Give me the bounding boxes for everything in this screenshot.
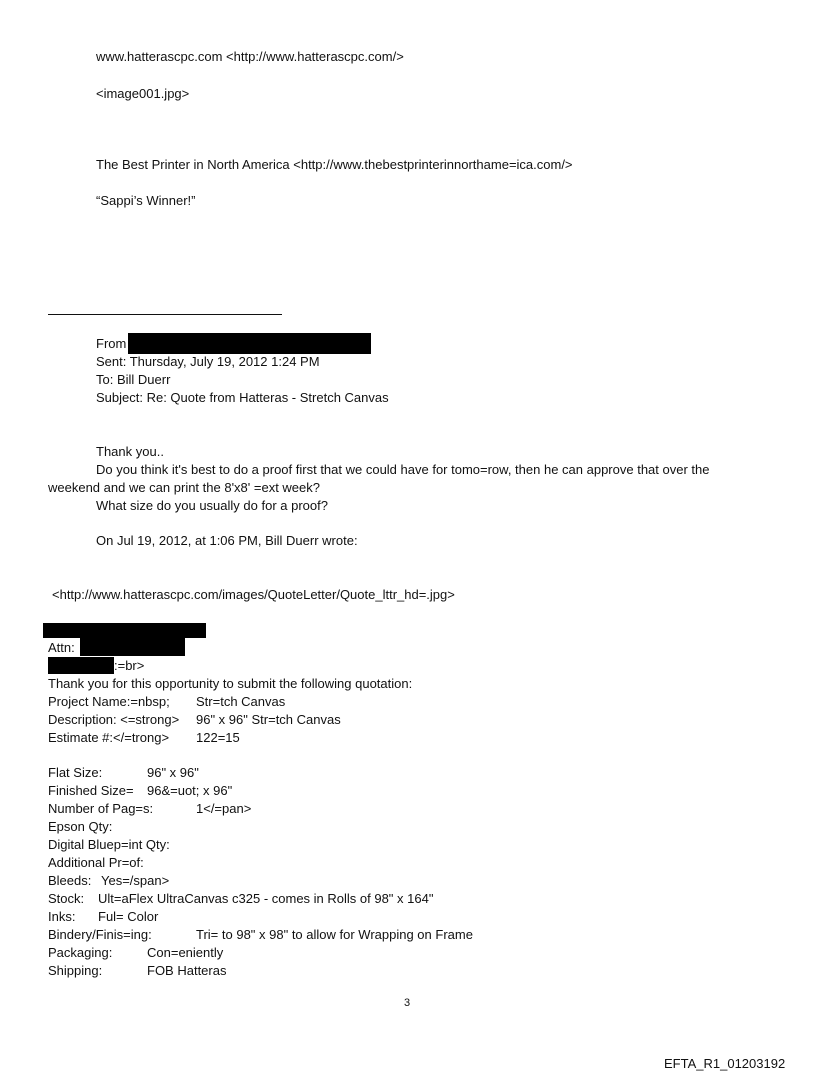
quote-thanks: Thank you for this opportunity to submit the following quotation: [48,676,413,691]
spec-label: Shipping: [48,963,103,978]
spec-label: Digital Bluep=int Qty: [48,837,170,852]
spec-value: FOB Hatteras [147,963,227,978]
quote-intro: On Jul 19, 2012, at 1:06 PM, Bill Duerr wrote: [96,533,358,548]
spec-label: Inks: [48,909,76,924]
attn-label: Attn: [48,640,75,655]
spec-value: Tri= to 98" x 98" to allow for Wrapping on Frame [196,927,473,942]
spec-label: Bindery/Finis=ing: [48,927,152,942]
spec-value: 1</=pan> [196,801,252,816]
signature-website: www.hatterascpc.com <http://www.hatterascpc.com/> [96,49,404,64]
spec-value: Yes=/span> [101,873,170,888]
from-label: From [96,336,127,351]
spec-value: 96" x 96" [147,765,199,780]
redaction-box [43,623,206,638]
spec-label: Additional Pr=of: [48,855,144,870]
subject-line: Subject: Re: Quote from Hatteras - Stretch Canvas [96,390,389,405]
message-line-3: weekend and we can print the 8'x8' =ext week? [48,480,320,495]
redaction-box [48,657,114,674]
to-line: To: Bill Duerr [96,372,171,387]
quote-row-label: Project Name:=nbsp; [48,694,170,709]
spec-value: Ful= Color [98,909,159,924]
spec-label: Packaging: [48,945,113,960]
quote-image-link: <http://www.hatterascpc.com/images/QuoteLetter/Quote_lttr_hd=.jpg> [52,587,455,602]
spec-label: Stock: [48,891,85,906]
spec-label: Finished Size= [48,783,134,798]
spec-value: Ult=aFlex UltraCanvas c325 - comes in Rolls of 98" x 164" [98,891,434,906]
br-fragment: :=br> [114,658,145,673]
quote-row-label: Description: <=strong> [48,712,180,727]
message-line-2: Do you think it's best to do a proof first that we could have for tomo=row, then he can approve that over the [96,462,710,477]
redaction-box [80,638,185,656]
spec-value: 96&=uot; x 96" [147,783,233,798]
spec-label: Epson Qty: [48,819,113,834]
signature-award: “Sappi’s Winner!” [96,193,196,208]
quote-row-value: 122=15 [196,730,240,745]
quote-row-value: 96" x 96" Str=tch Canvas [196,712,341,727]
sent-line: Sent: Thursday, July 19, 2012 1:24 PM [96,354,320,369]
redaction-box [128,333,371,354]
message-line-4: What size do you usually do for a proof? [96,498,328,513]
signature-image: <image001.jpg> [96,86,190,101]
page-number: 3 [404,997,411,1009]
signature-tagline: The Best Printer in North America <http://www.thebestprinterinnorthame=ica.com/> [96,157,573,172]
spec-label: Flat Size: [48,765,103,780]
message-line-1: Thank you.. [96,444,164,459]
spec-value: Con=eniently [147,945,224,960]
document-id: EFTA_R1_01203192 [664,1056,786,1071]
quote-row-label: Estimate #:</=trong> [48,730,170,745]
spec-label: Number of Pag=s: [48,801,154,816]
spec-label: Bleeds: [48,873,92,888]
separator-line [48,314,282,315]
quote-row-value: Str=tch Canvas [196,694,286,709]
